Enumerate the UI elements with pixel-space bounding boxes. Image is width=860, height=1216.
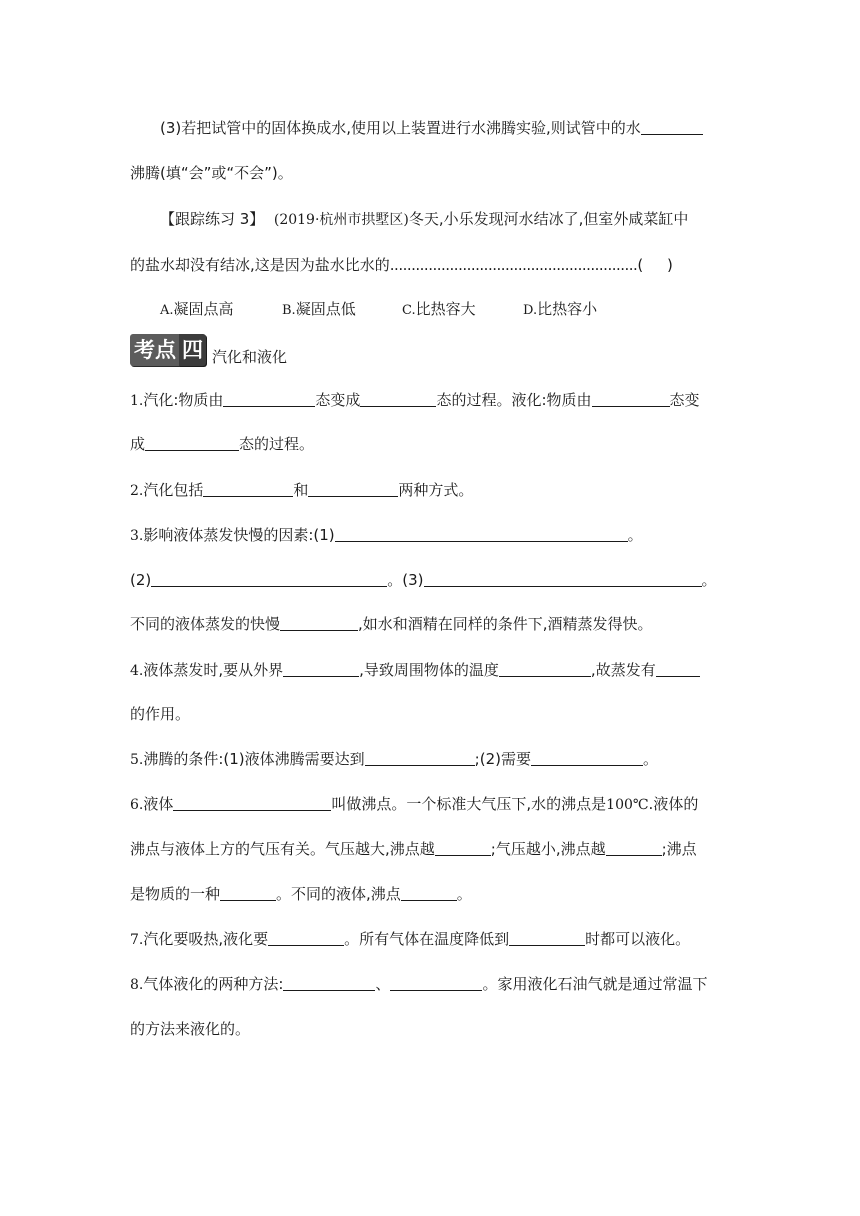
item-text: 。 <box>642 750 658 768</box>
option-a[interactable] <box>160 298 234 322</box>
item-number: 4. <box>130 663 144 679</box>
boiling-point-value: 100℃ <box>606 797 649 813</box>
item-text: 。 <box>701 571 717 589</box>
section-badge: 考点 <box>130 334 179 366</box>
item-text: (2) <box>130 571 152 589</box>
item-text: ;沸点 <box>661 840 697 858</box>
item-4-line-2 <box>130 703 730 725</box>
answer-blank[interactable] <box>280 614 358 631</box>
item-3-line-2 <box>130 569 730 591</box>
option-letter: C. <box>402 303 416 318</box>
question-3-text-cont: 沸腾(填“会”或“不会”)。 <box>130 164 293 182</box>
item-text: ,故蒸发有 <box>590 661 656 679</box>
item-text: 。 <box>627 526 643 544</box>
track-practice-text-cont: 的盐水却没有结冰,这是因为盐水比水的 <box>130 256 390 274</box>
item-number: 5. <box>130 752 144 768</box>
item-text: 。 <box>456 885 472 903</box>
item-number: 1. <box>130 393 144 409</box>
option-text: 比热容小 <box>537 300 598 318</box>
item-text: 叫做沸点。一个标准大气压下,水的沸点是 <box>331 795 607 813</box>
answer-blank[interactable] <box>499 660 591 677</box>
item-text: 不同的液体蒸发的快慢 <box>130 615 281 633</box>
item-text: .液体的 <box>648 795 699 813</box>
item-text: 沸腾的条件:(1)液体沸腾需要达到 <box>143 750 365 768</box>
answer-parentheses[interactable]: ( ) <box>637 256 673 274</box>
answer-blank[interactable] <box>283 660 359 677</box>
item-text: 。(3) <box>387 571 424 589</box>
section-header <box>130 332 287 366</box>
option-text: 比热容大 <box>415 300 476 318</box>
item-text: 的方法来液化的。 <box>130 1020 251 1038</box>
item-text: 汽化:物质由 <box>143 391 224 409</box>
answer-blank[interactable] <box>268 929 344 946</box>
item-text: 沸点与液体上方的气压有关。气压越大,沸点越 <box>130 840 435 858</box>
answer-blank[interactable] <box>145 434 239 451</box>
answer-blank[interactable] <box>365 749 475 766</box>
item-text: 。不同的液体,沸点 <box>276 885 401 903</box>
item-text: 气体液化的两种方法: <box>143 975 284 993</box>
item-text: 、 <box>375 975 391 993</box>
answer-blank[interactable] <box>531 749 643 766</box>
item-text: 影响液体蒸发快慢的因素:(1) <box>143 526 335 544</box>
answer-blank[interactable] <box>223 390 315 407</box>
track-practice-line-2 <box>130 254 730 276</box>
item-2-line <box>130 479 730 502</box>
item-text: ,如水和酒精在同样的条件下,酒精蒸发得快。 <box>358 615 653 633</box>
item-number: 6. <box>130 797 144 813</box>
question-3-text: (3)若把试管中的固体换成水,使用以上装置进行水沸腾实验,则试管中的水 <box>160 119 641 137</box>
option-b[interactable] <box>282 298 356 322</box>
item-number: 2. <box>130 483 144 499</box>
section-number: 四 <box>179 334 206 366</box>
option-text: 凝固点低 <box>295 300 356 318</box>
item-1-line-2 <box>130 433 730 455</box>
item-text: 和 <box>293 481 309 499</box>
item-text: 两种方式。 <box>398 481 474 499</box>
answer-blank[interactable] <box>220 884 276 901</box>
answer-blank[interactable] <box>592 390 670 407</box>
answer-blank[interactable] <box>308 480 398 497</box>
answer-blank[interactable] <box>656 660 700 677</box>
item-text: 。所有气体在温度降低到 <box>344 930 510 948</box>
item-3-line-3 <box>130 613 730 635</box>
answer-blank[interactable] <box>641 118 703 135</box>
leader-dots: .......................................................... <box>389 256 638 274</box>
answer-blank[interactable] <box>283 974 375 991</box>
item-text: 态变成 <box>315 391 361 409</box>
track-practice-source: (2019·杭州市拱墅区) <box>273 212 409 228</box>
track-practice-tag: 【跟踪练习 3】 <box>160 210 265 228</box>
item-number: 3. <box>130 528 144 544</box>
track-practice-text: 冬天,小乐发现河水结冰了,但室外咸菜缸中 <box>408 210 689 228</box>
item-text: 。家用液化石油气就是通过常温下 <box>482 975 708 993</box>
option-d[interactable] <box>523 298 597 322</box>
item-text: ;气压越小,沸点越 <box>490 840 606 858</box>
option-c[interactable] <box>402 298 476 322</box>
item-text: 液体 <box>143 795 174 813</box>
question-3-line-1 <box>160 117 730 139</box>
option-letter: B. <box>282 303 296 318</box>
answer-blank[interactable] <box>401 884 457 901</box>
item-6-line-2 <box>130 838 730 860</box>
item-text: ;(2)需要 <box>474 750 531 768</box>
item-6-line-3 <box>130 883 730 905</box>
item-text: 成 <box>130 435 146 453</box>
answer-blank[interactable] <box>335 525 628 542</box>
answer-blank[interactable] <box>435 839 491 856</box>
item-text: 的作用。 <box>130 705 191 723</box>
item-7-line <box>130 928 730 951</box>
option-letter: D. <box>523 303 538 318</box>
answer-blank[interactable] <box>509 929 585 946</box>
answer-blank[interactable] <box>390 974 482 991</box>
item-text: 时都可以液化。 <box>585 930 691 948</box>
item-1-line-1 <box>130 389 730 412</box>
item-number: 8. <box>130 977 144 993</box>
item-3-line-1 <box>130 524 730 547</box>
item-8-line-2 <box>130 1018 730 1040</box>
track-practice-line-1 <box>160 208 730 231</box>
option-text: 凝固点高 <box>173 300 234 318</box>
question-3-line-2 <box>130 162 730 184</box>
item-text: 汽化包括 <box>143 481 204 499</box>
answer-blank[interactable] <box>360 390 436 407</box>
item-text: 汽化要吸热,液化要 <box>143 930 269 948</box>
answer-blank[interactable] <box>173 794 331 811</box>
answer-blank[interactable] <box>151 570 387 587</box>
item-5-line <box>130 748 730 771</box>
section-title: 汽化和液化 <box>212 348 288 366</box>
item-text: 是物质的一种 <box>130 885 221 903</box>
item-6-line-1 <box>130 793 730 816</box>
answer-blank[interactable] <box>606 839 662 856</box>
item-text: 态的过程。液化:物质由 <box>436 391 592 409</box>
item-number: 7. <box>130 932 144 948</box>
answer-blank[interactable] <box>203 480 293 497</box>
item-text: 态变 <box>669 391 700 409</box>
item-text: ,导致周围物体的温度 <box>359 661 499 679</box>
item-text: 液体蒸发时,要从外界 <box>143 661 284 679</box>
item-4-line-1 <box>130 659 730 682</box>
answer-blank[interactable] <box>424 570 702 587</box>
item-8-line-1 <box>130 973 730 996</box>
option-letter: A. <box>160 303 174 318</box>
item-text: 态的过程。 <box>239 435 315 453</box>
